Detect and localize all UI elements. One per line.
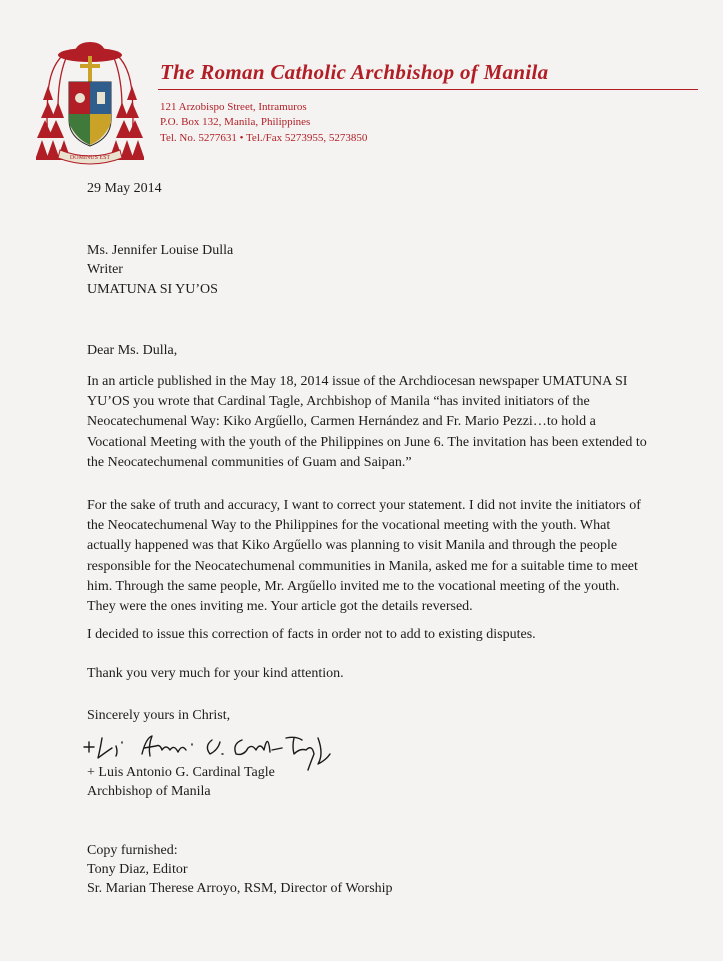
- letterhead-phone: Tel. No. 5277631 • Tel./Fax 5273955, 5273850: [160, 132, 368, 144]
- copy-recipient: Sr. Marian Therese Arroyo, RSM, Director of Worship: [87, 881, 393, 896]
- body-paragraph-1: [87, 372, 647, 473]
- recipient-role: Writer: [87, 262, 123, 277]
- body-paragraph-4: [87, 664, 647, 684]
- closing: Sincerely yours in Christ,: [87, 708, 231, 723]
- svg-text:DOMINUS EST: DOMINUS EST: [69, 155, 111, 161]
- salutation: Dear Ms. Dulla,: [87, 343, 178, 358]
- body-paragraph-1-text: In an article published in the May 18, 2014 issue of the Archdiocesan newspaper UMATUNA SI YU’OS you wrote that Cardinal Tagle, Archbishop of Manila “has invited initiators of the Neocatechumenal Way: Kiko Argűello, Carmen Hernández and Fr. Mario Pezzi…to hold a Vocational Meeting with the youth of the Philippines on June 6. The invitation has been extended to the Neocatechumenal communities of Guam and Saipan.”: [87, 374, 647, 470]
- copy-furnished-label: Copy furnished:: [87, 843, 178, 858]
- body-paragraph-2: [87, 496, 647, 617]
- letterhead-address-street: 121 Arzobispo Street, Intramuros: [160, 101, 307, 113]
- letterhead-title: The Roman Catholic Archbishop of Manila: [160, 60, 549, 84]
- recipient-name: Ms. Jennifer Louise Dulla: [87, 243, 234, 258]
- body-paragraph-3-text: I decided to issue this correction of facts in order not to add to existing disputes.: [87, 627, 536, 642]
- letter-date: 29 May 2014: [87, 181, 162, 196]
- body-paragraph-3: [87, 625, 647, 645]
- letterhead-rule: [158, 89, 698, 90]
- letterhead-address-pobox: P.O. Box 132, Manila, Philippines: [160, 116, 311, 128]
- body-paragraph-2-text: For the sake of truth and accuracy, I want to correct your statement. I did not invite the initiators of the Neocatechumenal Way to the Philippines for the vocational meeting with the youth. What actually happened was that Kiko Argűello was planning to visit Manila and through the people responsible for the Neocatechumenal communities in Manila, asked me for a suitable time to meet him. Through the same people, Mr. Argűello invited me to the vocational meeting of the youth. They were the ones inviting me. Your article got the details reversed.: [87, 498, 641, 615]
- signatory-title: Archbishop of Manila: [87, 784, 211, 799]
- copy-recipient: Tony Diaz, Editor: [87, 862, 188, 877]
- recipient-organization: UMATUNA SI YU’OS: [87, 282, 218, 297]
- coat-of-arms-emblem: [36, 38, 144, 178]
- body-paragraph-4-text: Thank you very much for your kind attention.: [87, 666, 344, 681]
- signatory-name: + Luis Antonio G. Cardinal Tagle: [87, 765, 275, 780]
